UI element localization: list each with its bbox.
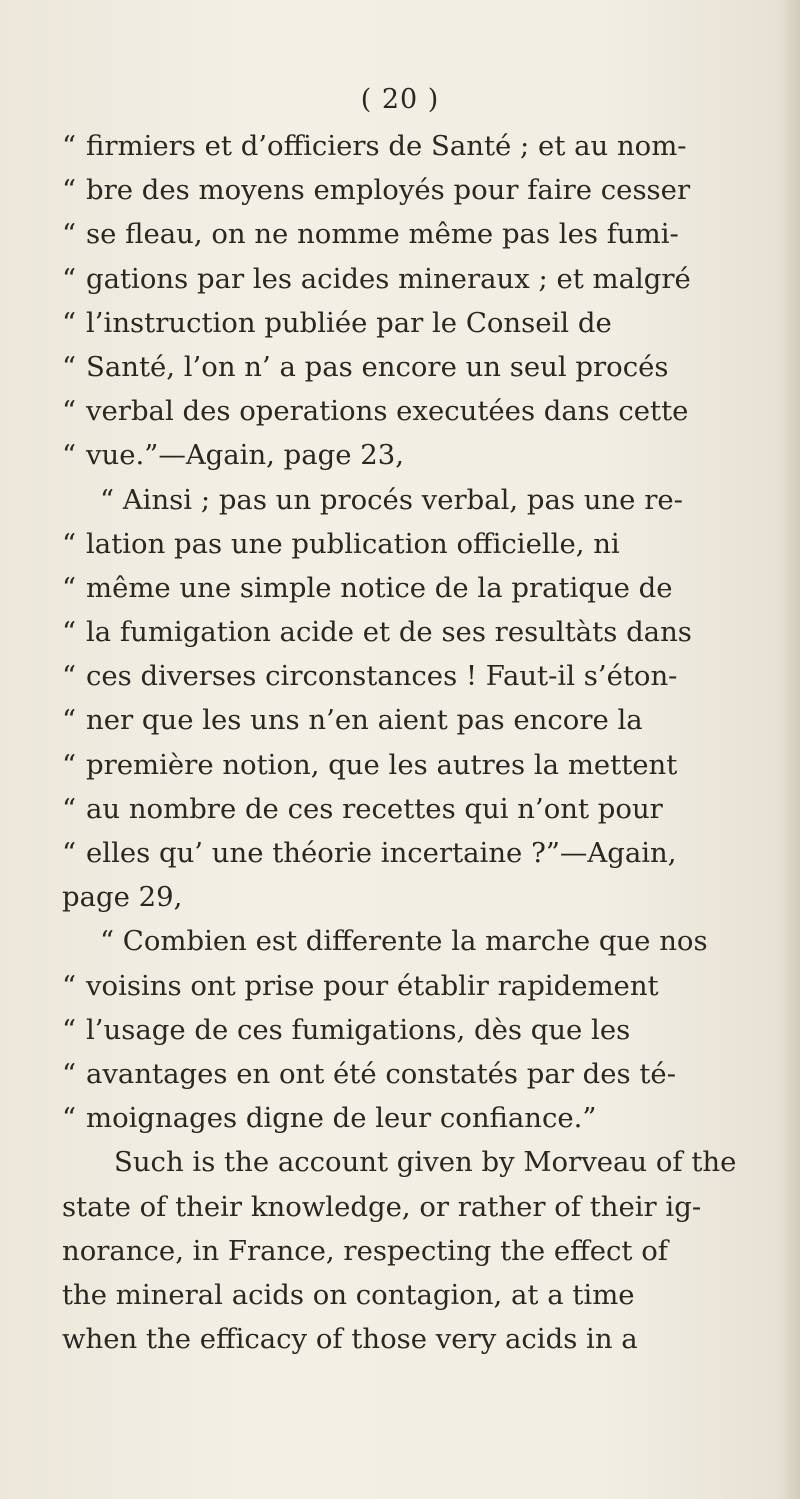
text-line (62, 345, 752, 389)
line-text: “ Combien est differente la marche que nos (100, 925, 708, 958)
text-line (62, 698, 752, 742)
text-line (62, 1008, 752, 1052)
page-text (62, 124, 752, 1361)
quote-mark: “ (62, 262, 77, 295)
line-text: voisins ont prise pour établir rapidement (86, 969, 659, 1002)
quote-mark: “ (62, 704, 77, 737)
line-text: verbal des operations executées dans cette (86, 395, 689, 428)
quote-mark: “ (62, 969, 77, 1002)
line-text: la fumigation acide et de ses resultàts dans (86, 616, 692, 649)
quote-mark: “ (62, 395, 77, 428)
line-text: ces diverses circonstances ! Faut-il s’éton- (86, 660, 678, 693)
line-text: ner que les uns n’en aient pas encore la (86, 704, 643, 737)
line-text: même une simple notice de la pratique de (86, 571, 673, 604)
line-text: “ Ainsi ; pas un procés verbal, pas une re- (100, 483, 683, 516)
text-line (62, 301, 752, 345)
line-text: the mineral acids on contagion, at a time (62, 1278, 635, 1311)
page-number: ( 20 ) (360, 84, 440, 115)
quote-mark: “ (62, 837, 77, 869)
text-line (62, 964, 752, 1008)
text-line (62, 1273, 752, 1317)
line-text: première notion, que les autres la mettent (86, 748, 678, 781)
line-text: Santé, l’on n’ a pas encore un seul procés (86, 350, 669, 383)
page-edge-shadow (778, 0, 800, 1499)
text-line (62, 1185, 752, 1229)
quote-mark: “ (62, 571, 77, 604)
line-text: when the efficacy of those very acids in a (62, 1323, 638, 1356)
text-line (62, 124, 752, 168)
text-line (62, 919, 752, 963)
text-line (62, 1052, 752, 1096)
line-text: avantages en ont été constatés par des té- (86, 1057, 676, 1090)
text-line (62, 389, 752, 433)
quote-mark: “ (62, 748, 77, 781)
line-text: state of their knowledge, or rather of their ig- (62, 1190, 702, 1223)
quote-mark: “ (62, 174, 77, 207)
quote-mark: “ (62, 218, 77, 251)
line-text: page 29, (62, 881, 183, 914)
line-text: se fleau, on ne nomme même pas les fumi- (86, 218, 679, 251)
text-line (62, 743, 752, 787)
quote-mark: “ (62, 660, 77, 693)
text-line (62, 1140, 752, 1184)
text-line (62, 875, 752, 919)
quote-mark: “ (62, 792, 77, 825)
line-text: l’instruction publiée par le Conseil de (86, 306, 612, 339)
text-line (62, 1317, 752, 1361)
quote-mark: “ (62, 1057, 77, 1090)
line-text: au nombre de ces recettes qui n’ont pour (86, 792, 663, 825)
quote-mark: “ (62, 306, 77, 339)
text-line (62, 566, 752, 610)
text-line (62, 168, 752, 212)
line-text: l’usage de ces fumigations, dès que les (86, 1013, 631, 1046)
text-line (62, 433, 752, 477)
text-line (62, 212, 752, 256)
text-line (62, 522, 752, 566)
text-line (62, 257, 752, 301)
quote-mark: “ (62, 130, 77, 162)
line-text: Such is the account given by Morveau of the (114, 1146, 737, 1179)
text-line (62, 1096, 752, 1140)
line-text: norance, in France, respecting the effect of (62, 1234, 668, 1267)
text-line (62, 654, 752, 698)
quote-mark: “ (62, 527, 77, 560)
text-line (62, 787, 752, 831)
line-text: moignages digne de leur confiance.” (86, 1102, 597, 1135)
quote-mark: “ (62, 1013, 77, 1046)
line-text: gations par les acides mineraux ; et malgré (86, 262, 691, 295)
line-text: vue.”—Again, page 23, (86, 439, 405, 472)
line-text: firmiers et d’officiers de Santé ; et au nom- (86, 130, 687, 162)
line-text: lation pas une publication officielle, ni (86, 527, 620, 560)
quote-mark: “ (62, 1102, 77, 1135)
line-text: elles qu’ une théorie incertaine ?”—Again, (86, 837, 677, 869)
quote-mark: “ (62, 350, 77, 383)
text-line (62, 478, 752, 522)
text-line (62, 1229, 752, 1273)
quote-mark: “ (62, 439, 77, 472)
text-line (62, 831, 752, 875)
quote-mark: “ (62, 616, 77, 649)
text-line (62, 610, 752, 654)
line-text: bre des moyens employés pour faire cesser (86, 174, 691, 207)
